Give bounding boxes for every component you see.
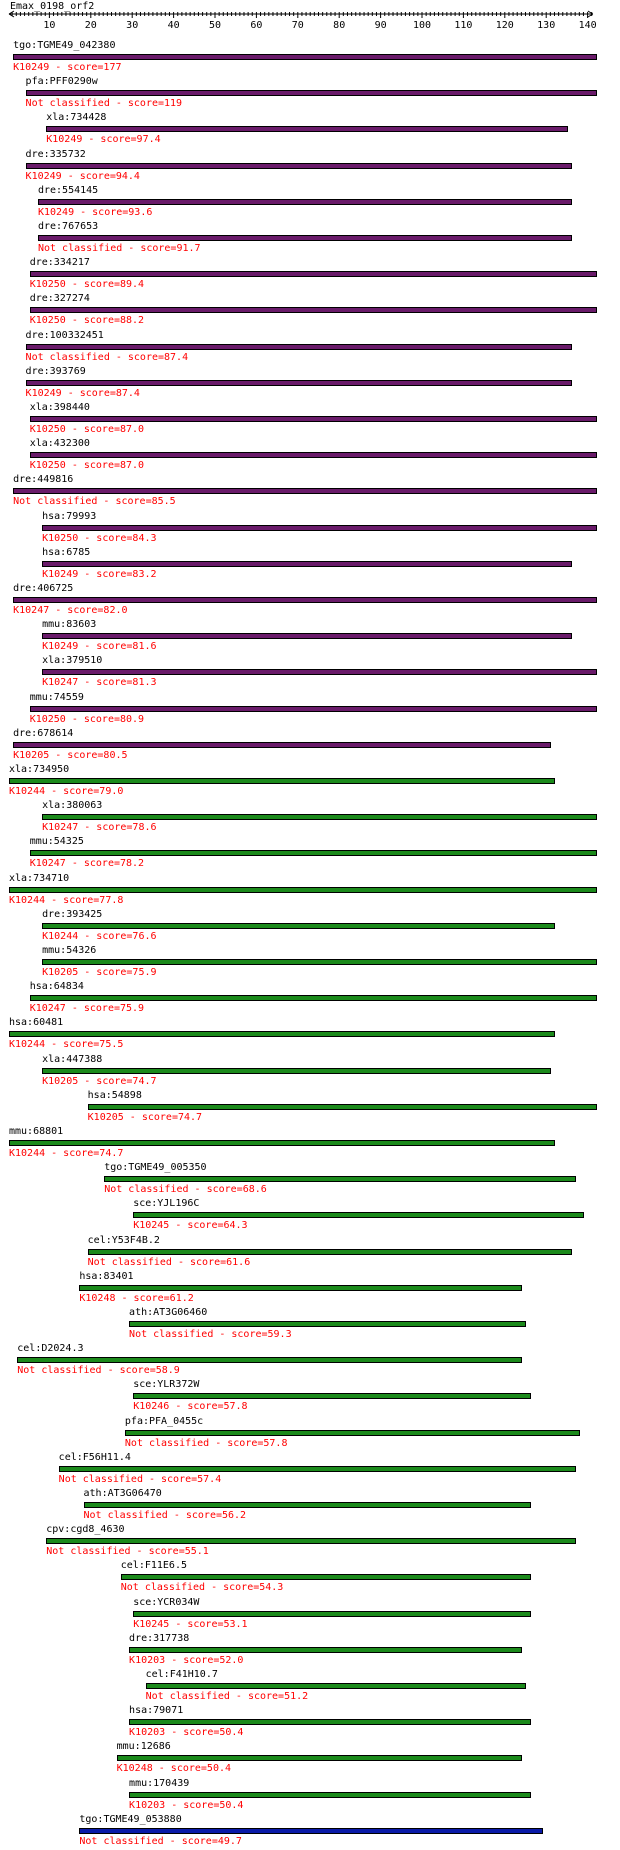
hit-classification-label: K10250 - score=87.0 xyxy=(29,460,145,472)
hit-name-link[interactable]: dre:100332451 xyxy=(25,329,104,341)
hit-classification-label: K10247 - score=81.3 xyxy=(42,677,157,689)
hit-name-link[interactable]: pfa:PFA_0455c xyxy=(124,1415,204,1427)
position-ruler xyxy=(0,0,620,40)
hit-classification-label: Not classified - score=61.6 xyxy=(87,1256,251,1268)
hit-row xyxy=(0,149,620,185)
hit-classification-label: K10203 - score=50.4 xyxy=(129,1799,244,1811)
alignment-bar[interactable] xyxy=(42,814,597,820)
hit-name-link[interactable]: xla:447388 xyxy=(42,1053,103,1065)
ruler-tick-label: 50 xyxy=(208,20,222,31)
alignment-bar[interactable] xyxy=(13,488,597,494)
alignment-bar[interactable] xyxy=(30,452,597,458)
hit-row xyxy=(0,764,620,800)
hit-classification-label: K10244 - score=79.0 xyxy=(9,786,124,797)
alignment-bar[interactable] xyxy=(133,1212,584,1218)
hit-classification-label: Not classified - score=68.6 xyxy=(104,1184,267,1196)
hit-name-link[interactable]: xla:380063 xyxy=(42,800,103,812)
hit-classification-label: Not classified - score=55.1 xyxy=(46,1546,209,1558)
hit-classification-label: Not classified - score=56.2 xyxy=(83,1510,247,1521)
hit-row xyxy=(0,728,620,764)
hit-name-link[interactable]: hsa:64834 xyxy=(29,981,84,993)
ruler-tick-label: 110 xyxy=(454,20,473,31)
ruler-tick-label: 30 xyxy=(126,20,139,31)
alignment-bar[interactable] xyxy=(129,1647,522,1653)
hit-row xyxy=(0,981,620,1017)
alignment-bar[interactable] xyxy=(13,742,551,748)
hit-classification-label: K10247 - score=82.0 xyxy=(13,605,128,616)
hit-row xyxy=(0,547,620,583)
hit-row xyxy=(0,402,620,438)
hit-row xyxy=(0,655,620,691)
hit-row xyxy=(0,583,620,619)
query-name: Emax_0198_orf2 xyxy=(10,1,95,12)
hit-classification-label: Not classified - score=58.9 xyxy=(17,1365,180,1377)
hit-classification-label: Not classified - score=57.4 xyxy=(58,1473,222,1485)
hit-name-link[interactable]: cel:Y53F4B.2 xyxy=(87,1234,160,1246)
alignment-bar[interactable] xyxy=(133,1393,530,1399)
ruler-tick-label: 90 xyxy=(374,20,387,31)
hit-classification-label: K10244 - score=77.8 xyxy=(9,894,124,906)
hit-row xyxy=(0,1090,620,1126)
hit-name-link[interactable]: dre:335732 xyxy=(25,148,86,160)
hit-name-link[interactable]: hsa:83401 xyxy=(79,1270,134,1282)
ruler-tick-label: 130 xyxy=(537,20,556,31)
hit-row xyxy=(0,909,620,945)
hit-name-link[interactable]: mmu:54325 xyxy=(29,836,84,848)
hit-row xyxy=(0,1017,620,1053)
alignment-bar[interactable] xyxy=(129,1719,531,1725)
hit-classification-label: K10250 - score=80.9 xyxy=(29,713,145,725)
hit-classification-label: Not classified - score=85.5 xyxy=(13,496,176,508)
hit-row xyxy=(0,873,620,909)
hit-classification-label: K10247 - score=78.2 xyxy=(29,858,145,870)
hit-classification-label: K10249 - score=177 xyxy=(13,62,122,73)
hit-name-link[interactable]: hsa:60481 xyxy=(9,1017,64,1029)
hit-row xyxy=(0,1669,620,1705)
hit-name-link[interactable]: tgo:TGME49_042380 xyxy=(13,40,116,51)
hit-name-link[interactable]: dre:678614 xyxy=(13,727,74,739)
alignment-bar[interactable] xyxy=(88,1249,572,1255)
hit-row xyxy=(0,836,620,872)
ruler-tick-label: 120 xyxy=(495,20,514,31)
hit-row xyxy=(0,800,620,836)
hit-name-link[interactable]: cel:F56H11.4 xyxy=(58,1451,131,1463)
hit-name-link[interactable]: xla:734950 xyxy=(9,764,70,775)
hit-name-link[interactable]: cel:F41H10.7 xyxy=(145,1669,218,1680)
alignment-bar[interactable] xyxy=(46,1538,576,1544)
hit-name-link[interactable]: mmu:170439 xyxy=(129,1777,190,1789)
hit-classification-label: K10203 - score=52.0 xyxy=(129,1654,244,1666)
hit-name-link[interactable]: xla:432300 xyxy=(29,438,90,450)
hit-row xyxy=(0,1633,620,1669)
hit-row xyxy=(0,1741,620,1777)
hit-name-link[interactable]: pfa:PFF0290w xyxy=(25,76,98,88)
alignment-bar[interactable] xyxy=(17,1357,522,1363)
hit-name-link[interactable]: mmu:83603 xyxy=(42,619,97,631)
hit-name-link[interactable]: cel:D2024.3 xyxy=(17,1343,84,1355)
hit-row xyxy=(0,1162,620,1198)
ruler-tick-label: 40 xyxy=(167,20,180,31)
alignment-bar[interactable] xyxy=(38,235,572,241)
hit-row xyxy=(0,511,620,547)
hit-classification-label: K10246 - score=57.8 xyxy=(133,1401,248,1413)
alignment-bar[interactable] xyxy=(59,1466,577,1472)
hit-row xyxy=(0,1452,620,1488)
alignment-bar[interactable] xyxy=(30,850,597,856)
hit-name-link[interactable]: mmu:74559 xyxy=(29,691,84,703)
hit-classification-label: K10205 - score=75.9 xyxy=(42,967,157,978)
hit-classification-label: K10248 - score=61.2 xyxy=(79,1292,194,1304)
alignment-bar[interactable] xyxy=(129,1321,526,1327)
hit-classification-label: K10248 - score=50.4 xyxy=(116,1763,232,1775)
alignment-bar[interactable] xyxy=(146,1683,527,1689)
hit-row xyxy=(0,112,620,148)
hit-classification-label: K10244 - score=75.5 xyxy=(9,1039,124,1051)
alignment-bar[interactable] xyxy=(13,54,597,60)
ruler-tick-label: 60 xyxy=(250,20,263,31)
hit-name-link[interactable]: hsa:79071 xyxy=(129,1705,184,1717)
hit-row xyxy=(0,1560,620,1596)
hit-name-link[interactable]: cel:F11E6.5 xyxy=(120,1560,187,1572)
hit-name-link[interactable]: dre:449816 xyxy=(13,474,74,486)
hit-name-link[interactable]: ath:AT3G06460 xyxy=(129,1307,208,1318)
hit-classification-label: K10250 - score=87.0 xyxy=(29,424,145,435)
hit-classification-label: K10205 - score=74.7 xyxy=(87,1111,203,1123)
hit-classification-label: Not classified - score=91.7 xyxy=(37,243,201,254)
hit-name-link[interactable]: tgo:TGME49_005350 xyxy=(104,1162,207,1174)
hit-row xyxy=(0,1126,620,1162)
hit-classification-label: K10245 - score=64.3 xyxy=(133,1220,248,1232)
alignment-bar[interactable] xyxy=(26,163,572,169)
hit-row xyxy=(0,1488,620,1524)
ruler-tick-label: 10 xyxy=(43,20,56,31)
hit-classification-label: Not classified - score=49.7 xyxy=(79,1835,242,1847)
hit-classification-label: K10249 - score=83.2 xyxy=(42,568,157,580)
hit-classification-label: K10244 - score=74.7 xyxy=(9,1148,124,1159)
alignment-bar[interactable] xyxy=(129,1792,531,1798)
ruler-tick-label: 70 xyxy=(291,20,304,31)
hit-row xyxy=(0,1778,620,1814)
hit-row xyxy=(0,1814,620,1850)
hit-row xyxy=(0,1416,620,1452)
hit-row xyxy=(0,1705,620,1741)
hit-row xyxy=(0,1054,620,1090)
alignment-bar[interactable] xyxy=(13,597,597,603)
hit-classification-label: Not classified - score=54.3 xyxy=(120,1582,284,1594)
alignment-bar[interactable] xyxy=(30,416,597,422)
hit-name-link[interactable]: xla:379510 xyxy=(42,655,103,667)
hit-name-link[interactable]: hsa:79993 xyxy=(42,510,97,522)
alignment-bar[interactable] xyxy=(30,995,597,1001)
hit-name-link[interactable]: dre:406725 xyxy=(13,583,74,594)
alignment-bar[interactable] xyxy=(42,525,597,531)
hit-classification-label: K10249 - score=97.4 xyxy=(46,134,161,146)
hit-row xyxy=(0,221,620,257)
alignment-bar[interactable] xyxy=(30,307,597,313)
alignment-bar[interactable] xyxy=(42,959,597,965)
hit-row xyxy=(0,1379,620,1415)
hit-classification-label: K10203 - score=50.4 xyxy=(129,1727,244,1739)
hit-name-link[interactable]: dre:334217 xyxy=(29,257,90,269)
hit-row xyxy=(0,1524,620,1560)
alignment-bar[interactable] xyxy=(42,923,555,929)
alignment-bar[interactable] xyxy=(9,1031,555,1037)
hit-classification-label: Not classified - score=59.3 xyxy=(129,1329,292,1340)
hit-name-link[interactable]: mmu:12686 xyxy=(116,1741,171,1753)
hit-name-link[interactable]: sce:YLR372W xyxy=(133,1379,200,1391)
hit-classification-label: K10250 - score=88.2 xyxy=(29,315,145,327)
alignment-bar[interactable] xyxy=(26,344,572,350)
hit-name-link[interactable]: mmu:54326 xyxy=(42,945,97,956)
hit-name-link[interactable]: hsa:54898 xyxy=(87,1089,142,1101)
alignment-bar[interactable] xyxy=(9,1140,555,1146)
hit-classification-label: K10205 - score=74.7 xyxy=(42,1075,157,1087)
hit-classification-label: K10249 - score=93.6 xyxy=(37,206,153,218)
hit-row xyxy=(0,366,620,402)
hit-classification-label: Not classified - score=57.8 xyxy=(124,1437,288,1449)
hit-name-link[interactable]: dre:393425 xyxy=(42,908,103,920)
hit-classification-label: K10247 - score=78.6 xyxy=(42,822,157,834)
hit-classification-label: K10250 - score=89.4 xyxy=(29,279,145,291)
hit-row xyxy=(0,185,620,221)
alignment-bar[interactable] xyxy=(30,271,597,277)
hit-classification-label: Not classified - score=51.2 xyxy=(145,1691,309,1702)
alignment-bar[interactable] xyxy=(121,1574,531,1580)
hit-name-link[interactable]: sce:YCR034W xyxy=(133,1596,200,1608)
hit-row xyxy=(0,257,620,293)
hit-name-link[interactable]: xla:734428 xyxy=(46,112,107,124)
ruler-tick-label: 140 xyxy=(578,20,597,31)
hit-name-link[interactable]: ath:AT3G06470 xyxy=(83,1488,162,1499)
alignment-bar[interactable] xyxy=(9,887,597,893)
alignment-bar[interactable] xyxy=(42,633,572,639)
hit-name-link[interactable]: cpv:cgd8_4630 xyxy=(46,1524,125,1536)
ruler-ticks xyxy=(12,12,596,31)
alignment-bar[interactable] xyxy=(125,1430,580,1436)
hit-name-link[interactable]: dre:554145 xyxy=(37,184,99,196)
hit-name-link[interactable]: xla:734710 xyxy=(9,872,70,884)
hit-classification-label: K10245 - score=53.1 xyxy=(133,1618,248,1630)
alignment-bar[interactable] xyxy=(42,1068,551,1074)
alignment-bar[interactable] xyxy=(26,380,572,386)
alignment-bar[interactable] xyxy=(79,1285,522,1291)
hit-row xyxy=(0,1343,620,1379)
alignment-bar[interactable] xyxy=(26,90,597,96)
alignment-bar[interactable] xyxy=(42,669,597,675)
alignment-bar[interactable] xyxy=(104,1176,576,1182)
hit-classification-label: K10250 - score=84.3 xyxy=(42,532,157,544)
hit-classification-label: K10205 - score=80.5 xyxy=(13,749,128,761)
ruler-tick-label: 80 xyxy=(333,20,346,31)
hit-row xyxy=(0,474,620,510)
hit-name-link[interactable]: dre:317738 xyxy=(129,1632,190,1644)
hit-classification-label: K10249 - score=87.4 xyxy=(25,387,140,399)
hit-name-link[interactable]: hsa:6785 xyxy=(42,546,91,558)
hit-row xyxy=(0,438,620,474)
hit-row xyxy=(0,619,620,655)
alignment-bar[interactable] xyxy=(79,1828,543,1834)
hit-name-link[interactable]: dre:327274 xyxy=(29,293,90,305)
hit-classification-label: K10249 - score=94.4 xyxy=(25,170,140,182)
hit-name-link[interactable]: sce:YJL196C xyxy=(133,1198,200,1210)
hit-name-link[interactable]: dre:767653 xyxy=(37,221,99,232)
hit-classification-label: Not classified - score=87.4 xyxy=(25,351,189,363)
hit-classification-label: K10244 - score=76.6 xyxy=(42,930,157,942)
alignment-bar[interactable] xyxy=(133,1611,530,1617)
hit-row xyxy=(0,330,620,366)
alignment-bar[interactable] xyxy=(84,1502,531,1508)
hit-name-link[interactable]: tgo:TGME49_053880 xyxy=(79,1813,182,1825)
hit-row xyxy=(0,1198,620,1234)
hit-classification-label: K10249 - score=81.6 xyxy=(42,641,157,653)
alignment-bar[interactable] xyxy=(42,561,572,567)
hit-classification-label: Not classified - score=119 xyxy=(25,98,183,110)
hit-row xyxy=(0,1235,620,1271)
alignment-bar[interactable] xyxy=(30,706,597,712)
hit-classification-label: K10247 - score=75.9 xyxy=(29,1003,145,1015)
hit-row xyxy=(0,40,620,76)
alignment-bar[interactable] xyxy=(38,199,572,205)
alignment-bar[interactable] xyxy=(117,1755,523,1761)
hit-row xyxy=(0,1307,620,1343)
ruler-tick-label: 20 xyxy=(84,20,97,31)
hit-row xyxy=(0,1271,620,1307)
alignment-bar[interactable] xyxy=(46,126,568,132)
alignment-bar[interactable] xyxy=(88,1104,597,1110)
hit-row xyxy=(0,76,620,112)
hit-name-link[interactable]: xla:398440 xyxy=(29,402,90,413)
ruler-tick-label: 100 xyxy=(412,20,432,31)
hit-row xyxy=(0,1597,620,1633)
hit-row xyxy=(0,293,620,329)
hit-row xyxy=(0,945,620,981)
hit-row xyxy=(0,692,620,728)
hit-name-link[interactable]: mmu:68801 xyxy=(9,1126,64,1137)
alignment-bar[interactable] xyxy=(9,778,555,784)
hit-name-link[interactable]: dre:393769 xyxy=(25,365,86,377)
